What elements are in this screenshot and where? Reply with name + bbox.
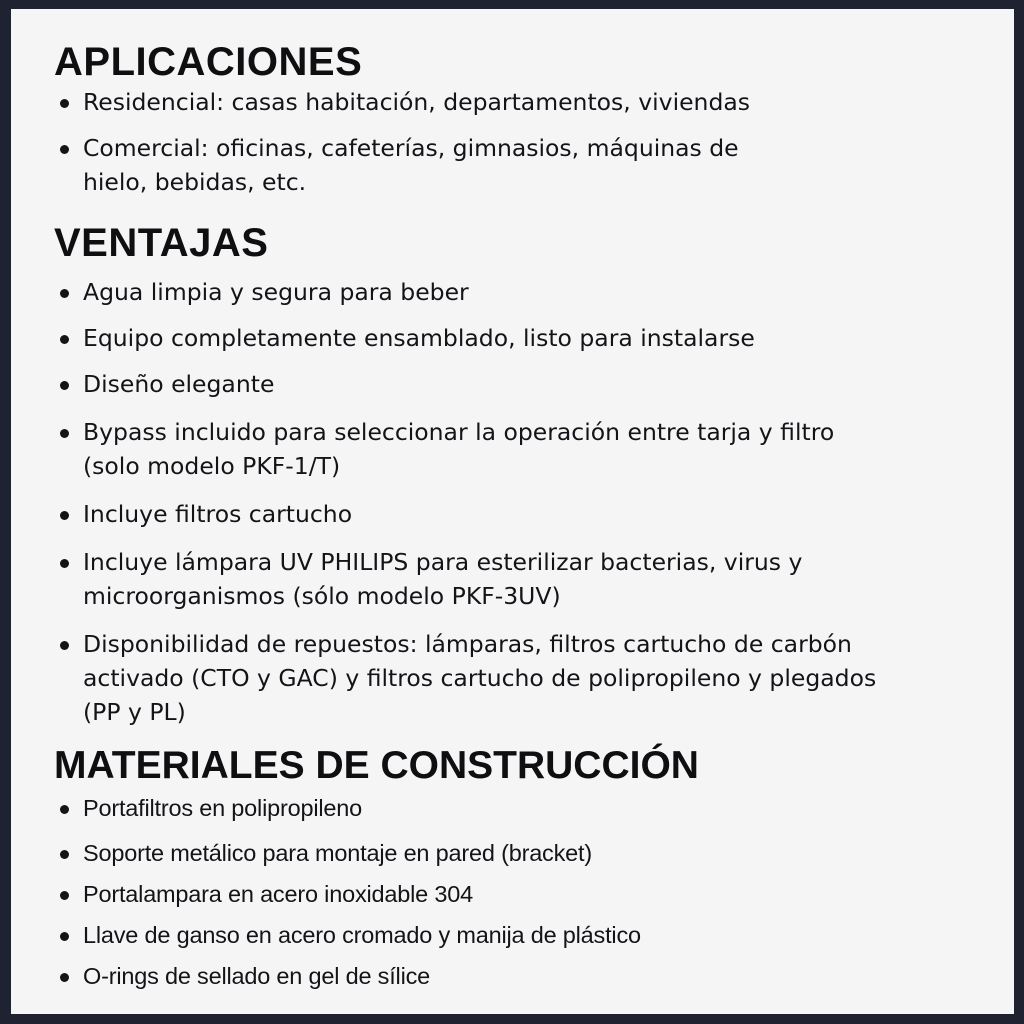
list-item: Llave de ganso en acero cromado y manija de plástico [54, 918, 954, 952]
bullet-icon [60, 641, 69, 650]
document-page [11, 9, 1014, 1014]
bullet-icon [60, 891, 69, 900]
bullet-icon [60, 145, 69, 154]
list-item: Comercial: oficinas, cafeterías, gimnasios, máquinas de hielo, bebidas, etc. [54, 131, 954, 199]
section-heading-materiales: MATERIALES DE CONSTRUCCIÓN [54, 744, 699, 787]
list-item: Portalampara en acero inoxidable 304 [54, 877, 954, 911]
list-item: Portafiltros en polipropileno [54, 791, 954, 825]
section-heading-aplicaciones: APLICACIONES [54, 40, 363, 84]
bullet-icon [60, 511, 69, 520]
list-item: Equipo completamente ensamblado, listo para instalarse [54, 321, 954, 355]
list-item: Incluye lámpara UV PHILIPS para esterilizar bacterias, virus y microorganismos (sólo modelo PKF-3UV) [54, 545, 954, 613]
bullet-icon [60, 973, 69, 982]
bullet-icon [60, 429, 69, 438]
bullet-icon [60, 932, 69, 941]
bullet-icon [60, 805, 69, 814]
ventajas-list [54, 275, 954, 729]
list-item: Soporte metálico para montaje en pared (bracket) [54, 836, 954, 870]
bullet-icon [60, 289, 69, 298]
list-item: Disponibilidad de repuestos: lámparas, filtros cartucho de carbón activado (CTO y GAC) y filtros cartucho de polipropileno y plegados (PP y PL) [54, 627, 954, 729]
section-heading-ventajas: VENTAJAS [54, 221, 269, 265]
list-item: Agua limpia y segura para beber [54, 275, 954, 309]
list-item: Incluye filtros cartucho [54, 497, 954, 531]
list-item: Diseño elegante [54, 367, 954, 401]
materiales-list [54, 791, 954, 993]
bullet-icon [60, 850, 69, 859]
bullet-icon [60, 99, 69, 108]
bullet-icon [60, 335, 69, 344]
list-item: Residencial: casas habitación, departamentos, viviendas [54, 85, 954, 119]
bullet-icon [60, 381, 69, 390]
list-item: Bypass incluido para seleccionar la operación entre tarja y filtro (solo modelo PKF-1/T) [54, 415, 954, 483]
aplicaciones-list [54, 85, 954, 199]
list-item: O-rings de sellado en gel de sílice [54, 959, 954, 993]
bullet-icon [60, 559, 69, 568]
